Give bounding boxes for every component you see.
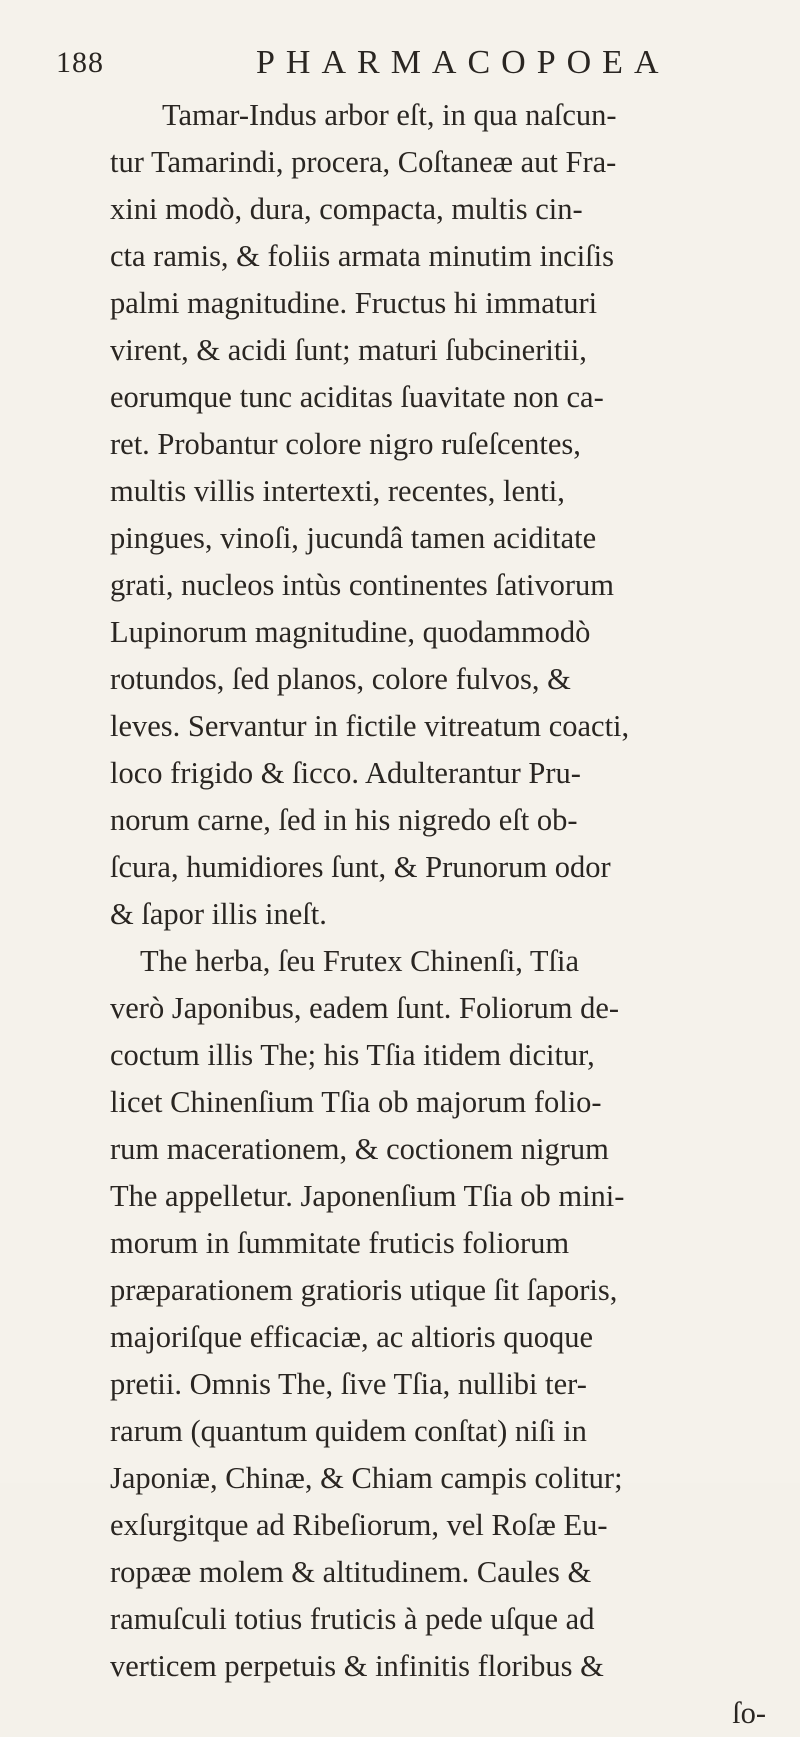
text-line: verò Japonibus, eadem ſunt. Foliorum de- (110, 991, 620, 1025)
text-line: ret. Probantur colore nigro ruſeſcentes, (110, 427, 581, 461)
text-line: cta ramis, & foliis armata minutim inciſis (110, 239, 614, 273)
text-line: Lupinorum magnitudine, quodammodò (110, 615, 591, 649)
catchword: ſo- (732, 1696, 766, 1730)
text-line: coctum illis The; his Tſia itidem dicitur, (110, 1038, 595, 1072)
text-line: Tamar-Indus arbor eſt, in qua naſcun- (162, 98, 617, 132)
text-line: rarum (quantum quidem conſtat) niſi in (110, 1414, 587, 1448)
text-line: virent, & acidi ſunt; maturi ſubcineritii, (110, 333, 587, 367)
text-line: pingues, vinoſi, jucundâ tamen aciditate (110, 521, 597, 555)
text-line: Japoniæ, Chinæ, & Chiam campis colitur; (110, 1461, 623, 1495)
text-line: ropææ molem & altitudinem. Caules & (110, 1555, 592, 1589)
running-title: PHARMACOPOEA (256, 44, 670, 81)
text-line: exſurgitque ad Ribeſiorum, vel Roſæ Eu- (110, 1508, 608, 1542)
text-line: xini modò, dura, compacta, multis cin- (110, 192, 583, 226)
text-line: ramuſculi totius fruticis à pede uſque ad (110, 1602, 595, 1636)
body-text (110, 92, 770, 1737)
text-line: licet Chinenſium Tſia ob majorum folio- (110, 1085, 602, 1119)
text-line: præparationem gratioris utique ſit ſaporis, (110, 1273, 618, 1307)
text-line: loco frigido & ſicco. Adulterantur Pru- (110, 756, 581, 790)
page-header (56, 44, 756, 92)
text-line: multis villis intertexti, recentes, lenti, (110, 474, 565, 508)
text-line: morum in ſummitate fruticis foliorum (110, 1226, 570, 1260)
text-line: rotundos, ſed planos, colore fulvos, & (110, 662, 571, 696)
page-number: 188 (56, 46, 104, 79)
text-line: norum carne, ſed in his nigredo eſt ob- (110, 803, 578, 837)
text-line: verticem perpetuis & infinitis floribus & (110, 1649, 604, 1683)
text-line: ſcura, humidiores ſunt, & Prunorum odor (110, 850, 611, 884)
text-line: & ſapor illis ineſt. (110, 897, 327, 931)
text-line: palmi magnitudine. Fructus hi immaturi (110, 286, 598, 320)
text-line: The appelletur. Japonenſium Tſia ob mini- (110, 1179, 625, 1213)
text-line: rum macerationem, & coctionem nigrum (110, 1132, 609, 1166)
text-line: The herba, ſeu Frutex Chinenſi, Tſia (140, 944, 580, 978)
text-line: tur Tamarindi, procera, Coſtaneæ aut Fra- (110, 145, 617, 179)
text-line: majoriſque efficaciæ, ac altioris quoque (110, 1320, 594, 1354)
text-line: grati, nucleos intùs continentes ſativorum (110, 568, 614, 602)
text-line: leves. Servantur in fictile vitreatum coacti, (110, 709, 630, 743)
text-line: eorumque tunc aciditas ſuavitate non ca- (110, 380, 604, 414)
text-line: pretii. Omnis The, ſive Tſia, nullibi ter- (110, 1367, 587, 1401)
